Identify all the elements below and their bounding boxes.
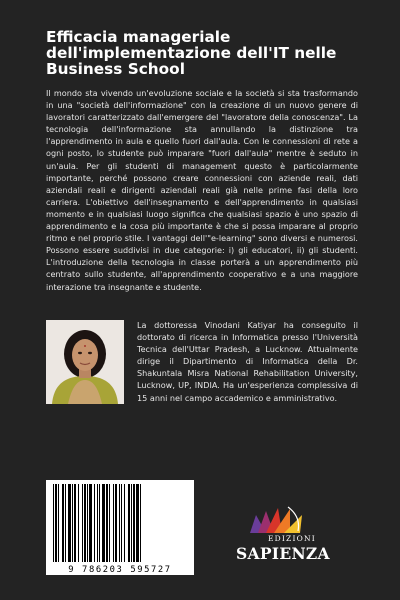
barcode-bars: [51, 484, 189, 564]
author-bio: La dottoressa Vinodani Katiyar ha conseguito il dottorato di ricerca in Informatica presso l'Università Tecnica dell'Uttar Pradesh, a Lucknow. Attualmente dirige il Dipartimento di Informatica della Dr. Shakuntala Misra National Rehabilitation University, Lucknow, UP, INDIA. Ha un'esperienza complessiva di 15 anni nel campo accademico e amministrativo.: [137, 320, 358, 403]
publisher-top-line: EDIZIONI: [268, 534, 316, 543]
author-photo: [46, 320, 124, 404]
publisher-logo: [236, 505, 334, 575]
isbn-number: 9 786203 595727: [68, 565, 172, 575]
book-description: Il mondo sta vivendo un'evoluzione sociale e la società si sta trasformando in una "società dell'informazione" con la creazione di un nuovo genere di lavoratori caratterizzato dall'emergere del "lavoratore della conoscenza". La tecnologia dell'informazione sta annullando la distinzione tra l'apprendimento in aula e quello fuori dall'aula. Con le connessioni di rete a ogni posto, lo studente può imparare "fuori dall'aula" mentre è seduto in un'aula. Per gli studenti di management questo è particolarmente importante, perché possono creare connessioni con aziende reali, dati aziendali reali e dirigenti aziendali reali già nelle prime fasi della loro carriera. L'obiettivo dell'insegnamento e dell'apprendimento in qualsiasi momento e in qualsiasi luogo significa che qualsiasi spazio è uno spazio di apprendimento e la cosa più importante è che si possa imparare al proprio ritmo e nel proprio stile. I vantaggi dell'"e-learning" sono diversi e numerosi. Possono essere suddivisi in due categorie: i) gli educatori, ii) gli studenti. L'introduzione della tecnologia in classe porterà a un apprendimento più centrato sullo studente, all'apprendimento cooperativo e a una maggiore interazione tra insegnante e studente.: [46, 88, 358, 292]
title-line-2: dell'implementazione dell'IT nelle: [46, 44, 337, 62]
book-title: [46, 29, 366, 77]
publisher-name: SAPIENZA: [236, 544, 330, 563]
title-line-1: Efficacia manageriale: [46, 28, 231, 46]
publisher-fan-icon: [244, 505, 306, 535]
isbn-barcode: [46, 480, 194, 575]
title-line-3: Business School: [46, 60, 185, 78]
